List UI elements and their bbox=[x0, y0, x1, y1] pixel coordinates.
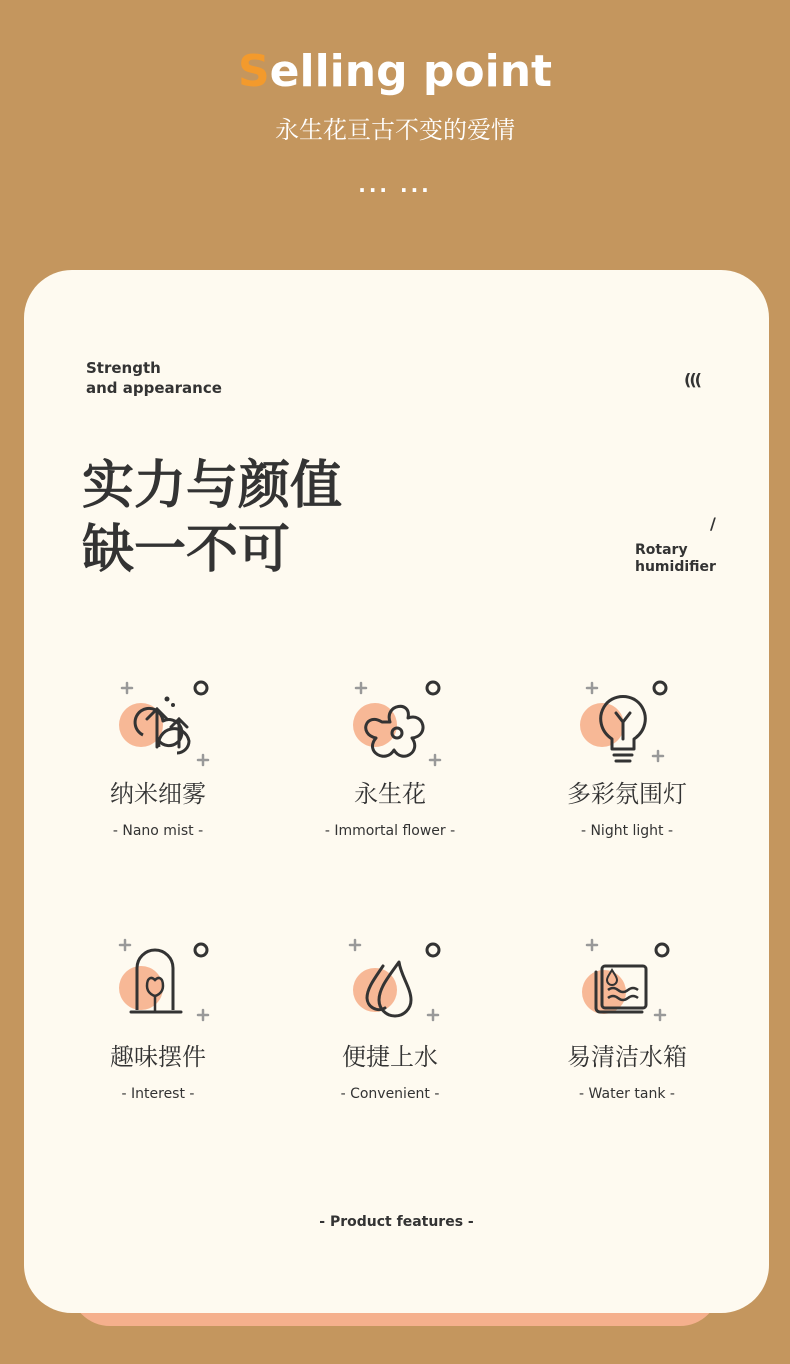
feature-name: 便捷上水 bbox=[342, 1043, 438, 1071]
water-drops-icon bbox=[335, 938, 445, 1038]
feature-card bbox=[24, 270, 769, 1313]
rose-dome-icon bbox=[103, 938, 213, 1038]
feature-night-light bbox=[527, 675, 727, 839]
water-tank-icon bbox=[572, 938, 682, 1038]
headline bbox=[82, 454, 342, 582]
product-features-label: - Product features - bbox=[319, 1214, 474, 1230]
header bbox=[0, 0, 790, 260]
headline-line-1: 实力与颜值 bbox=[82, 456, 343, 516]
title-rest: elling point bbox=[269, 46, 553, 97]
feature-name: 易清洁水箱 bbox=[567, 1043, 687, 1071]
feature-name: 永生花 bbox=[354, 780, 426, 808]
strength-label bbox=[86, 358, 222, 398]
strength-line-1: Strength bbox=[86, 359, 161, 377]
page-title bbox=[0, 46, 790, 97]
rotary-line-2: humidifier bbox=[635, 559, 716, 575]
strength-line-2: and appearance bbox=[86, 379, 222, 397]
feature-english: - Immortal flower - bbox=[324, 823, 456, 839]
page-subtitle: 永生花亘古不变的爱情 bbox=[275, 116, 515, 144]
feature-name: 多彩氛围灯 bbox=[567, 780, 687, 808]
feature-english: - Interest - bbox=[121, 1086, 195, 1102]
feature-water-tank bbox=[527, 938, 727, 1102]
flower-icon bbox=[335, 675, 445, 775]
title-first-letter: S bbox=[237, 46, 270, 97]
feature-english: - Convenient - bbox=[340, 1086, 440, 1102]
headline-line-2: 缺一不可 bbox=[82, 520, 291, 580]
feature-english: - Water tank - bbox=[579, 1086, 675, 1102]
lightbulb-icon bbox=[572, 675, 682, 775]
feature-english: - Nano mist - bbox=[112, 823, 204, 839]
rotary-line-1: Rotary bbox=[635, 542, 688, 558]
feature-english: - Night light - bbox=[580, 823, 674, 839]
trees-icon bbox=[103, 675, 213, 775]
feature-interest bbox=[58, 938, 258, 1102]
rotary-label bbox=[635, 542, 716, 576]
wave-icon: ((( bbox=[684, 370, 700, 389]
feature-name: 趣味摆件 bbox=[110, 1043, 206, 1071]
decorative-dots: ··· ··· bbox=[358, 178, 432, 202]
feature-immortal-flower bbox=[290, 675, 490, 839]
feature-nano-mist bbox=[58, 675, 258, 839]
slash-mark: / bbox=[710, 514, 716, 533]
feature-name: 纳米细雾 bbox=[110, 780, 206, 808]
feature-convenient bbox=[290, 938, 490, 1102]
